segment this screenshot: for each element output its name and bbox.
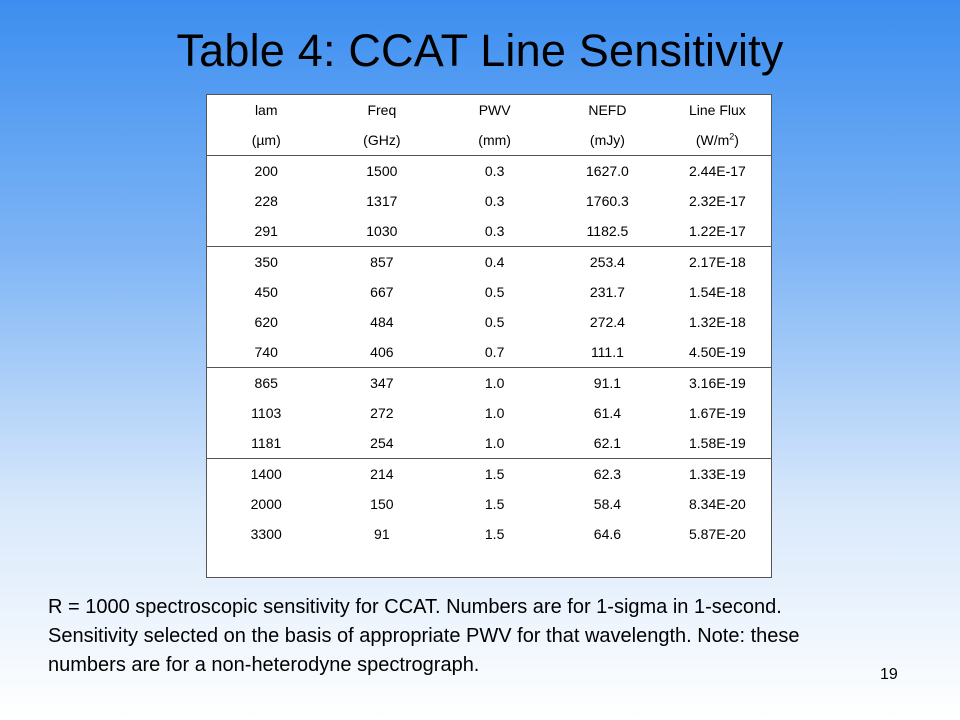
cell-freq: 484	[370, 314, 394, 330]
cell-line-flux: 2.44E-17	[689, 163, 746, 179]
cell-pwv: 0.5	[484, 314, 505, 330]
cell-nefd: 1760.3	[586, 193, 629, 209]
cell-freq: 254	[325, 428, 438, 459]
page-number: 19	[880, 666, 898, 683]
unit-line-flux	[664, 125, 771, 156]
cell-freq: 667	[370, 284, 394, 300]
cell-line-flux: 1.67E-19	[689, 405, 746, 421]
cell-line-flux: 1.54E-18	[689, 284, 746, 300]
cell-freq: 150	[370, 496, 394, 512]
cell-lam: 2000	[250, 496, 282, 512]
cell-nefd: 64.6	[593, 526, 622, 542]
cell-lam: 740	[207, 337, 325, 368]
cell-line-flux: 1.58E-19	[664, 428, 771, 459]
header-lam: lam	[254, 102, 278, 118]
cell-freq: 1500	[366, 163, 398, 179]
cell-pwv: 1.0	[438, 428, 551, 459]
slide-caption: R = 1000 spectroscopic sensitivity for CCAT. Numbers are for 1-sigma in 1-second. Sensitivity selected on the basis of appropriate PWV for that wavelength. Note: these numbers are for a non-heterodyne spectrograph.	[48, 596, 800, 676]
cell-nefd: 1627.0	[586, 163, 629, 179]
unit-lam: (µm)	[207, 125, 325, 156]
cell-lam: 1400	[250, 466, 282, 482]
table-row	[207, 307, 771, 337]
cell-nefd: 58.4	[593, 496, 622, 512]
table-row	[207, 368, 771, 399]
slide-title: Table 4: CCAT Line Sensitivity	[176, 25, 784, 76]
cell-pwv: 1.5	[484, 496, 505, 512]
header-nefd: NEFD	[588, 102, 627, 118]
header-freq: Freq	[367, 102, 397, 118]
cell-lam: 350	[254, 254, 278, 270]
cell-freq: 1030	[325, 216, 438, 247]
cell-line-flux: 5.87E-20	[689, 526, 746, 542]
table-header-row	[207, 95, 771, 125]
cell-pwv: 0.3	[438, 216, 551, 247]
cell-lam: 1181	[207, 428, 325, 459]
cell-pwv: 0.7	[438, 337, 551, 368]
table-row	[207, 428, 771, 459]
cell-nefd: 111.1	[551, 337, 664, 368]
cell-freq: 91	[374, 526, 390, 542]
unit-nefd: (mJy)	[551, 125, 664, 156]
cell-line-flux: 1.22E-17	[664, 216, 771, 247]
cell-pwv: 1.5	[484, 526, 505, 542]
cell-lam: 620	[254, 314, 278, 330]
table-row	[207, 489, 771, 519]
cell-nefd: 61.4	[593, 405, 622, 421]
unit-line-flux-base: (W/m	[695, 132, 730, 148]
cell-freq: 272	[370, 405, 394, 421]
unit-line-flux-exponent: 2	[729, 131, 735, 142]
cell-pwv: 0.3	[484, 193, 505, 209]
unit-freq: (GHz)	[325, 125, 438, 156]
header-pwv: PWV	[478, 102, 511, 118]
cell-pwv: 1.0	[484, 405, 505, 421]
cell-lam: 291	[207, 216, 325, 247]
cell-freq: 857	[370, 254, 394, 270]
table-row	[207, 277, 771, 307]
cell-freq: 406	[325, 337, 438, 368]
cell-nefd: 1182.5	[551, 216, 664, 247]
sensitivity-table	[207, 95, 771, 549]
table-row	[207, 398, 771, 428]
cell-lam: 200	[254, 163, 278, 179]
unit-line-flux-close: )	[734, 132, 739, 148]
table-row	[207, 459, 771, 490]
header-line-flux: Line Flux	[689, 102, 746, 118]
cell-lam: 228	[254, 193, 278, 209]
cell-pwv: 0.4	[484, 254, 505, 270]
cell-line-flux: 1.32E-18	[689, 314, 746, 330]
cell-nefd: 62.3	[593, 466, 622, 482]
cell-nefd: 253.4	[589, 254, 625, 270]
cell-nefd: 91.1	[593, 375, 622, 391]
cell-pwv: 0.3	[484, 163, 505, 179]
cell-line-flux: 2.32E-17	[689, 193, 746, 209]
cell-nefd: 62.1	[551, 428, 664, 459]
cell-pwv: 1.5	[484, 466, 505, 482]
cell-pwv: 1.0	[484, 375, 505, 391]
cell-lam: 450	[254, 284, 278, 300]
table-row	[207, 156, 771, 187]
cell-nefd: 272.4	[589, 314, 625, 330]
cell-lam: 3300	[250, 526, 282, 542]
cell-line-flux: 4.50E-19	[664, 337, 771, 368]
table-row	[207, 519, 771, 549]
cell-line-flux: 3.16E-19	[689, 375, 746, 391]
cell-nefd: 231.7	[589, 284, 625, 300]
table-row	[207, 216, 771, 247]
cell-freq: 1317	[366, 193, 398, 209]
cell-freq: 214	[370, 466, 394, 482]
cell-lam: 865	[254, 375, 278, 391]
table-row	[207, 337, 771, 368]
cell-line-flux: 2.17E-18	[689, 254, 746, 270]
cell-lam: 1103	[251, 405, 282, 421]
sensitivity-table-box	[206, 94, 772, 578]
cell-line-flux: 8.34E-20	[689, 496, 746, 512]
cell-line-flux: 1.33E-19	[689, 466, 746, 482]
cell-pwv: 0.5	[484, 284, 505, 300]
table-units-row	[207, 125, 771, 156]
cell-freq: 347	[370, 375, 394, 391]
table-row	[207, 186, 771, 216]
unit-pwv: (mm)	[438, 125, 551, 156]
table-row	[207, 247, 771, 278]
